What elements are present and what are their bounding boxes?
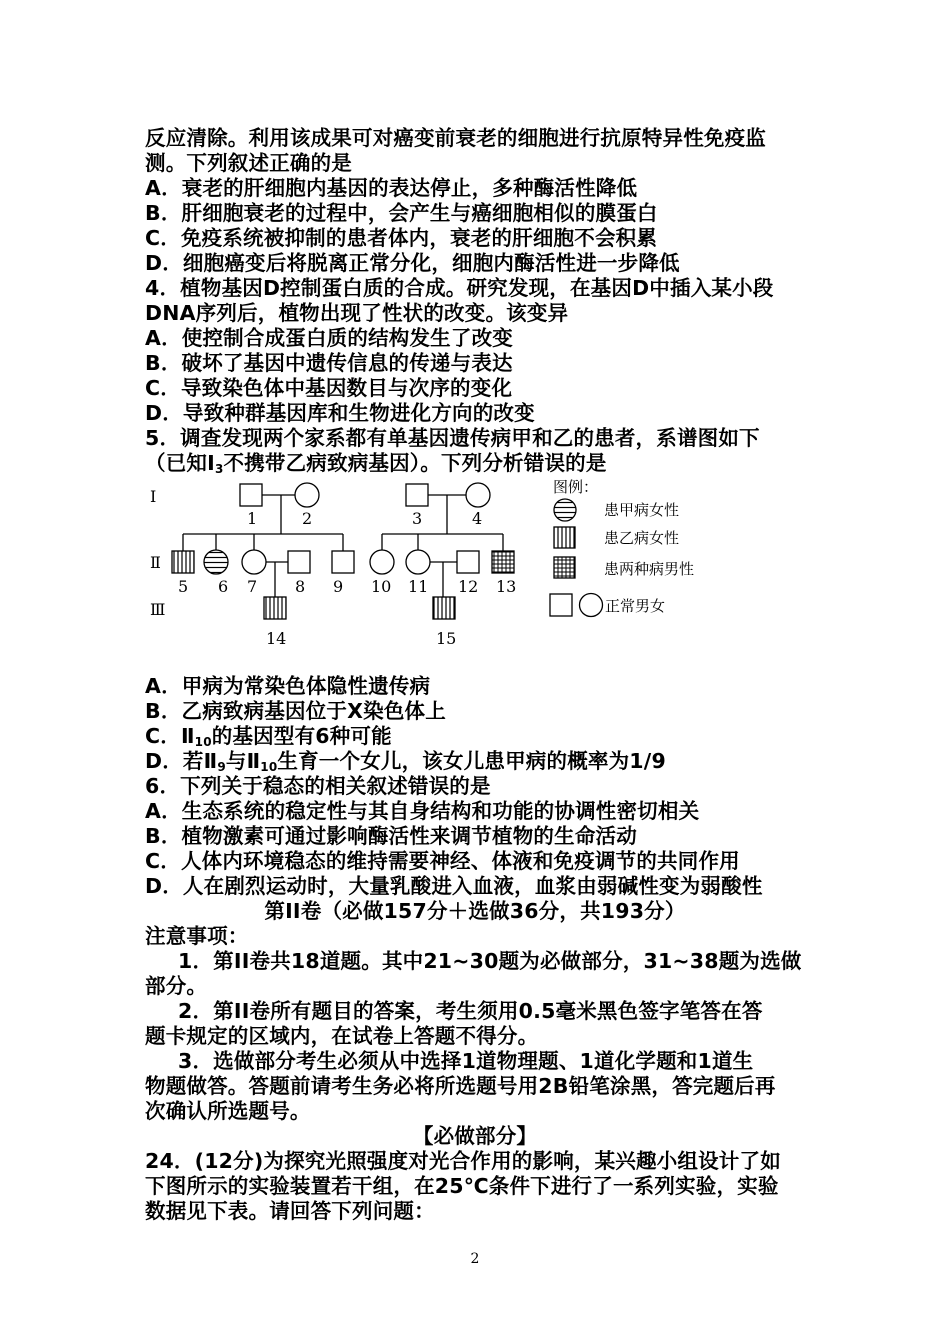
legend-symbol-b	[554, 527, 575, 548]
q3-stem-line2: 测。下列叙述正确的是	[145, 151, 352, 175]
q6-option-b: B．植物激素可通过影响酶活性来调节植物的生命活动	[145, 824, 637, 848]
individual-6	[204, 550, 228, 574]
q5-stem-line1: 5．调查发现两个家系都有单基因遗传病甲和乙的患者，系谱图如下	[145, 426, 760, 450]
part2-heading: 第II卷（必做157分＋选做36分，共193分）	[264, 899, 686, 923]
pedigree-legend	[550, 478, 694, 617]
q24-line2: 下图所示的实验装置若干组，在25℃条件下进行了一系列实验，实验	[145, 1174, 779, 1198]
notice-1-line1: 1．第II卷共18道题。其中21~30题为必做部分，31~38题为选做	[178, 949, 802, 973]
individual-1	[240, 484, 262, 506]
individual-label-10: 10	[371, 577, 392, 596]
individual-label-11: 11	[408, 577, 429, 596]
q24-line3: 数据见下表。请回答下列问题：	[145, 1199, 435, 1223]
individual-label-9: 9	[333, 577, 344, 596]
family-1	[172, 483, 354, 619]
notice-2-line1: 2．第II卷所有题目的答案，考生须用0.5毫米黑色签字笔答在答	[178, 999, 763, 1023]
q6-stem: 6．下列关于稳态的相关叙述错误的是	[145, 774, 491, 798]
q5-option-c: C．$Ⅱ_{10}$的基因型有6种可能	[145, 724, 392, 749]
individual-label-1: 1	[247, 509, 258, 528]
individual-15	[433, 597, 455, 619]
q4-stem-line2: DNA序列后，植物出现了性状的改变。该变异	[145, 301, 569, 325]
legend-symbol-a	[554, 499, 576, 521]
legend-label-b: 患乙病女性	[604, 529, 680, 547]
q24-line1: 24．(12分)为探究光照强度对光合作用的影响，某兴趣小组设计了如	[145, 1149, 781, 1173]
q4-option-d: D．导致种群基因库和生物进化方向的改变	[145, 401, 535, 425]
individual-7	[242, 550, 266, 574]
legend-title: 图例：	[553, 478, 599, 496]
legend-label-c: 患两种病男性	[604, 560, 695, 578]
individual-label-2: 2	[302, 509, 313, 528]
notice-3-line2: 物题做答。答题前请考生务必将所选题号用2B铅笔涂黑，答完题后再	[145, 1074, 776, 1098]
individual-11	[406, 550, 430, 574]
individual-label-3: 3	[412, 509, 423, 528]
notice-3-line3: 次确认所选题号。	[145, 1099, 311, 1123]
individual-label-13: 13	[496, 577, 517, 596]
individual-4	[466, 483, 490, 507]
q5-option-a: A．甲病为常染色体隐性遗传病	[145, 674, 431, 698]
q3-stem-line1: 反应清除。利用该成果可对癌变前衰老的细胞进行抗原特异性免疫监	[145, 126, 766, 150]
notice-1-line2: 部分。	[145, 974, 208, 998]
q5-option-b: B．乙病致病基因位于X染色体上	[145, 699, 446, 723]
notice-2-line2: 题卡规定的区域内，在试卷上答题不得分。	[145, 1024, 539, 1048]
individual-label-12: 12	[458, 577, 479, 596]
individual-13	[492, 551, 514, 573]
q4-option-c: C．导致染色体中基因数目与次序的变化	[145, 376, 513, 400]
individual-12	[457, 551, 479, 573]
q3-option-d: D．细胞癌变后将脱离正常分化，细胞内酶活性进一步降低	[145, 251, 680, 275]
q4-option-b: B．破坏了基因中遗传信息的传递与表达	[145, 351, 513, 375]
q4-option-a: A．使控制合成蛋白质的结构发生了改变	[145, 326, 513, 350]
q6-option-c: C．人体内环境稳态的维持需要神经、体液和免疫调节的共同作用	[145, 849, 740, 873]
family-2	[370, 483, 517, 619]
q4-stem-line1: 4．植物基因D控制蛋白质的合成。研究发现，在基因D中插入某小段	[145, 276, 774, 300]
q3-option-c: C．免疫系统被抑制的患者体内，衰老的肝细胞不会积累	[145, 226, 658, 250]
legend-symbol-c	[554, 557, 575, 578]
individual-2	[295, 483, 319, 507]
individual-5	[172, 551, 194, 573]
individual-8	[288, 551, 310, 573]
individual-label-5: 5	[178, 577, 189, 596]
q3-option-b: B．肝细胞衰老的过程中，会产生与癌细胞相似的膜蛋白	[145, 201, 658, 225]
individual-9	[332, 551, 354, 573]
q6-option-a: A．生态系统的稳定性与其自身结构和功能的协调性密切相关	[145, 799, 700, 823]
individual-label-7: 7	[247, 577, 258, 596]
individual-label-15: 15	[436, 629, 457, 648]
q5-option-d: D．若$Ⅱ_9$与$Ⅱ_{10}$生育一个女儿，该女儿患甲病的概率为1/9	[145, 749, 666, 774]
legend-symbol-d-male	[550, 594, 572, 616]
page-number: 2	[470, 1251, 480, 1267]
q3-option-a: A．衰老的肝细胞内基因的表达停止，多种酶活性降低	[145, 176, 638, 200]
individual-10	[370, 550, 394, 574]
generation-label-1: Ⅰ	[150, 487, 157, 506]
generation-label-2: Ⅱ	[150, 553, 161, 572]
q6-option-d: D．人在剧烈运动时，大量乳酸进入血液，血浆由弱碱性变为弱酸性	[145, 874, 763, 898]
individual-label-14: 14	[266, 629, 287, 648]
legend-symbol-d-female	[580, 594, 603, 617]
legend-label-a: 患甲病女性	[604, 501, 680, 519]
legend-label-d: 正常男女	[605, 597, 666, 615]
pedigree-diagram	[0, 470, 950, 670]
section-heading: 【必做部分】	[412, 1124, 538, 1148]
generation-label-3: Ⅲ	[150, 600, 166, 619]
notice-3-line1: 3．选做部分考生必须从中选择1道物理题、1道化学题和1道生	[178, 1049, 754, 1073]
individual-label-6: 6	[218, 577, 229, 596]
q5-stem-line2: （已知$Ⅰ_3$不携带乙病致病基因）。下列分析错误的是	[145, 451, 607, 476]
notice-title: 注意事项：	[145, 924, 249, 948]
individual-14	[264, 597, 286, 619]
individual-label-4: 4	[472, 509, 483, 528]
individual-3	[406, 484, 428, 506]
individual-label-8: 8	[295, 577, 306, 596]
